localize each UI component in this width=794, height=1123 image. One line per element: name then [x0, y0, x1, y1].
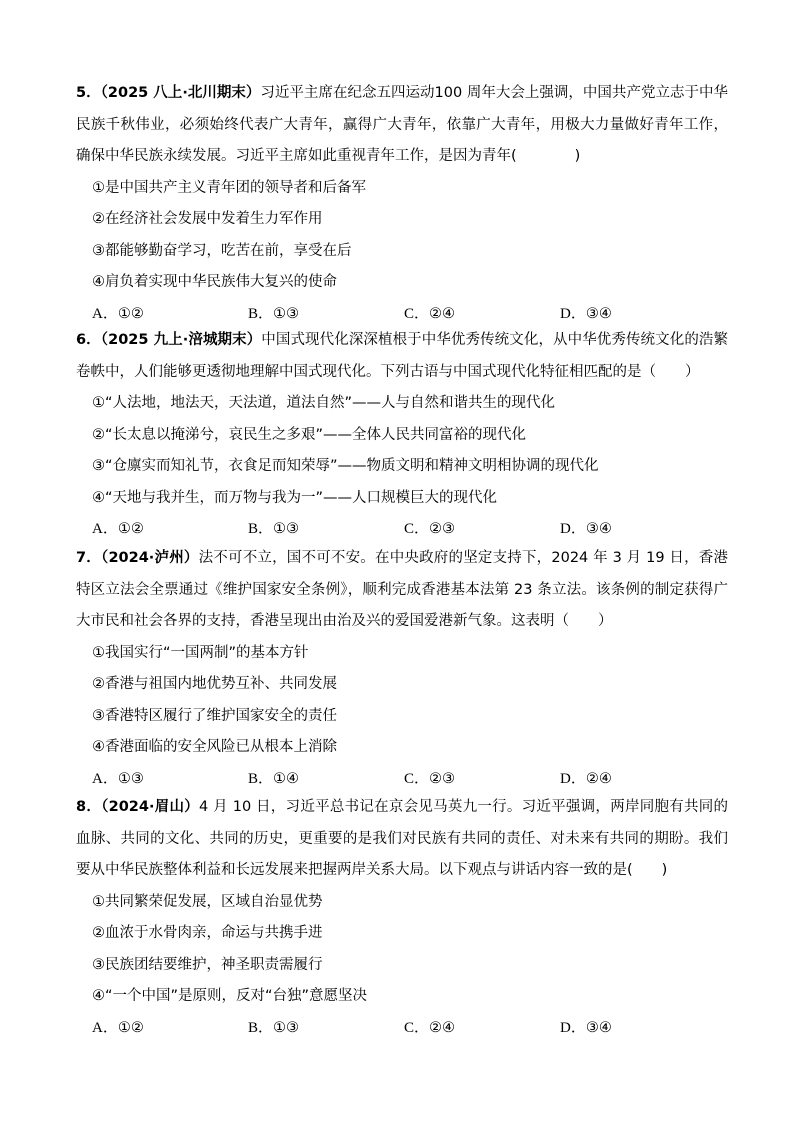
question-number: 7． — [76, 550, 101, 566]
question-stem — [76, 792, 728, 887]
question-7 — [76, 543, 728, 795]
choice-b[interactable]: B．①④ — [248, 770, 300, 787]
question-text: 中国式现代化深深植根于中华优秀传统文化，从中华优秀传统文化的浩繁卷帙中，人们能够更透彻地理解中国式现代化。下列古语与中国式现代化特征相匹配的是（ ） — [76, 332, 728, 380]
choice-b[interactable]: B．①③ — [248, 521, 300, 537]
choice-c[interactable]: C．②④ — [404, 1019, 456, 1036]
option-statement: ④肩负着实现中华民族伟大复兴的使命 — [92, 274, 337, 290]
option-statement: ①我国实行“一国两制”的基本方针 — [92, 644, 309, 661]
choice-b[interactable]: B．①③ — [248, 1019, 300, 1036]
choice-d[interactable]: D．③④ — [560, 521, 612, 537]
question-number: 8． — [76, 799, 102, 815]
option-statement: ③都能够勤奋学习，吃苦在前，享受在后 — [92, 242, 352, 259]
option-statement: ②血浓于水骨肉亲，命运与共携手进 — [92, 925, 323, 941]
question-8 — [76, 792, 728, 1044]
choice-d[interactable]: D．②④ — [560, 770, 612, 787]
option-statement: ③香港特区履行了维护国家安全的责任 — [92, 707, 337, 724]
option-statement: ④香港面临的安全风险已从根本上消除 — [92, 739, 337, 755]
choice-a[interactable]: A．①③ — [92, 770, 144, 787]
option-statement: ②在经济社会发展中发着生力军作用 — [92, 211, 323, 227]
choice-b[interactable]: B．①③ — [248, 305, 300, 322]
choice-c[interactable]: C．②③ — [404, 521, 456, 537]
choice-d[interactable]: D．③④ — [560, 305, 612, 322]
question-stem — [76, 325, 728, 388]
question-6 — [76, 325, 728, 546]
question-source: （2025 八上·北川期末） — [100, 85, 261, 101]
question-text: 4 月 10 日，习近平总书记在京会见马英九一行。习近平强调，两岸同胞有共同的血脉、共同的文化、共同的历史，更重要的是我们对民族有共同的责任、对未来有共同的期盼。我们要从中华民族整体利益和长远发展来把握两岸关系大局。以下观点与讲话内容一致的是( ) — [76, 799, 728, 878]
option-statement: ③“仓廪实而知礼节，衣食足而知荣辱”——物质文明和精神文明相协调的现代化 — [92, 458, 599, 474]
option-statement: ②香港与祖国内地优势互补、共同发展 — [92, 676, 337, 692]
question-source: （2024·泸州） — [101, 550, 199, 566]
choice-d[interactable]: D．③④ — [560, 1019, 612, 1036]
question-stem — [76, 543, 728, 638]
question-source: （2025 九上·涪城期末） — [100, 332, 262, 348]
option-statement: ①共同繁荣促发展，区域自治显优势 — [92, 893, 323, 910]
question-number: 5． — [76, 85, 101, 101]
choice-c[interactable]: C．②④ — [404, 305, 456, 322]
answer-choices — [92, 1013, 728, 1045]
question-text: 习近平主席在纪念五四运动100 周年大会上强调，中国共产党立志于中华民族千秋伟业，必须始终代表广大青年，赢得广大青年，依靠广大青年，用极大力量做好青年工作，确保中华民族永续发展。习近平主席如此重视青年工作，是因为青年( ) — [76, 85, 729, 164]
choice-a[interactable]: A．①② — [92, 1019, 144, 1036]
choice-a[interactable]: A．①② — [92, 305, 144, 322]
question-5 — [76, 78, 728, 330]
answer-choices — [92, 764, 728, 796]
option-statement: ③民族团结要维护，神圣职责需履行 — [92, 956, 323, 973]
option-statement: ④“一个中国”是原则，反对“台独”意愿坚决 — [92, 988, 368, 1004]
option-statement: ②“长太息以掩涕兮，哀民生之多艰”——全体人民共同富裕的现代化 — [92, 426, 527, 443]
question-stem — [76, 78, 728, 173]
option-statement: ①“人法地，地法天，天法道，道法自然”——人与自然和谐共生的现代化 — [92, 395, 556, 411]
option-statement: ①是中国共产主义青年团的领导者和后备军 — [92, 179, 366, 196]
question-source: （2024·眉山） — [101, 799, 200, 815]
question-text: 法不可不立，国不可不安。在中央政府的坚定支持下，2024 年 3 月 19 日，香港特区立法会全票通过《维护国家安全条例》，顺利完成香港基本法第 23 条立法。该条例的制定获得广大市民和社会各界的支持，香港呈现出由治及兴的爱国爱港新气象。这表明（ ） — [76, 550, 728, 629]
choice-a[interactable]: A．①② — [92, 521, 144, 537]
choice-c[interactable]: C．②③ — [404, 770, 456, 787]
question-number: 6． — [76, 332, 101, 348]
answer-choices — [92, 514, 728, 546]
option-statement: ④“天地与我并生，而万物与我为一”——人口规模巨大的现代化 — [92, 489, 498, 506]
